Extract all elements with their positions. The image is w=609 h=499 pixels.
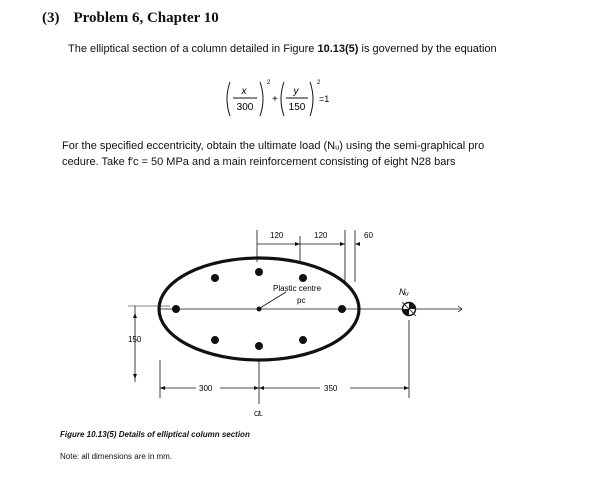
rebar [211,274,219,282]
eq-equals: =1 [319,94,330,104]
figure-caption: Figure 10.13(5) Details of elliptical column section [60,430,250,439]
pc-label: pc [297,296,306,305]
dim-top-left: 120 [270,231,284,240]
problem-number: (3) [42,10,60,26]
dim-top-right: 60 [364,231,373,240]
eq-y: y [293,86,299,97]
rebar [299,274,307,282]
load-label: Nᵤ [399,287,409,297]
figure-reference: 10.13(5) [317,43,359,55]
dim-bottom-right: 350 [324,384,338,393]
dim-bottom-left: 300 [199,384,213,393]
figure-note: Note: all dimensions are in mm. [60,452,173,461]
intro-before: The elliptical section of a column detailed in Figure [68,43,318,55]
dim-left-height: 150 [128,335,142,344]
dim-top-mid: 120 [314,231,328,240]
problem-title: Problem 6, Chapter 10 [73,10,219,26]
eq-exp-2: 2 [317,80,321,86]
rebar [255,268,263,276]
eq-a: 300 [236,102,254,113]
centreline-symbol: C̸L [254,411,263,418]
rebar [255,342,263,350]
eq-exp-1: 2 [267,80,271,86]
paragraph-line-2: cedure. Take f′c = 50 MPa and a main reinforcement consisting of eight N28 bars [62,156,456,168]
eq-x: x [241,86,247,97]
intro-after: is governed by the equation [358,43,497,55]
paragraph-line-1: For the specified eccentricity, obtain the ultimate load (Nᵤ) using the semi-graphical pro [62,140,485,152]
rebar [211,336,219,344]
plastic-centre-label: Plastic centre [273,284,322,293]
eq-plus: + [272,94,278,105]
eq-b: 150 [288,102,306,113]
rebar [299,336,307,344]
